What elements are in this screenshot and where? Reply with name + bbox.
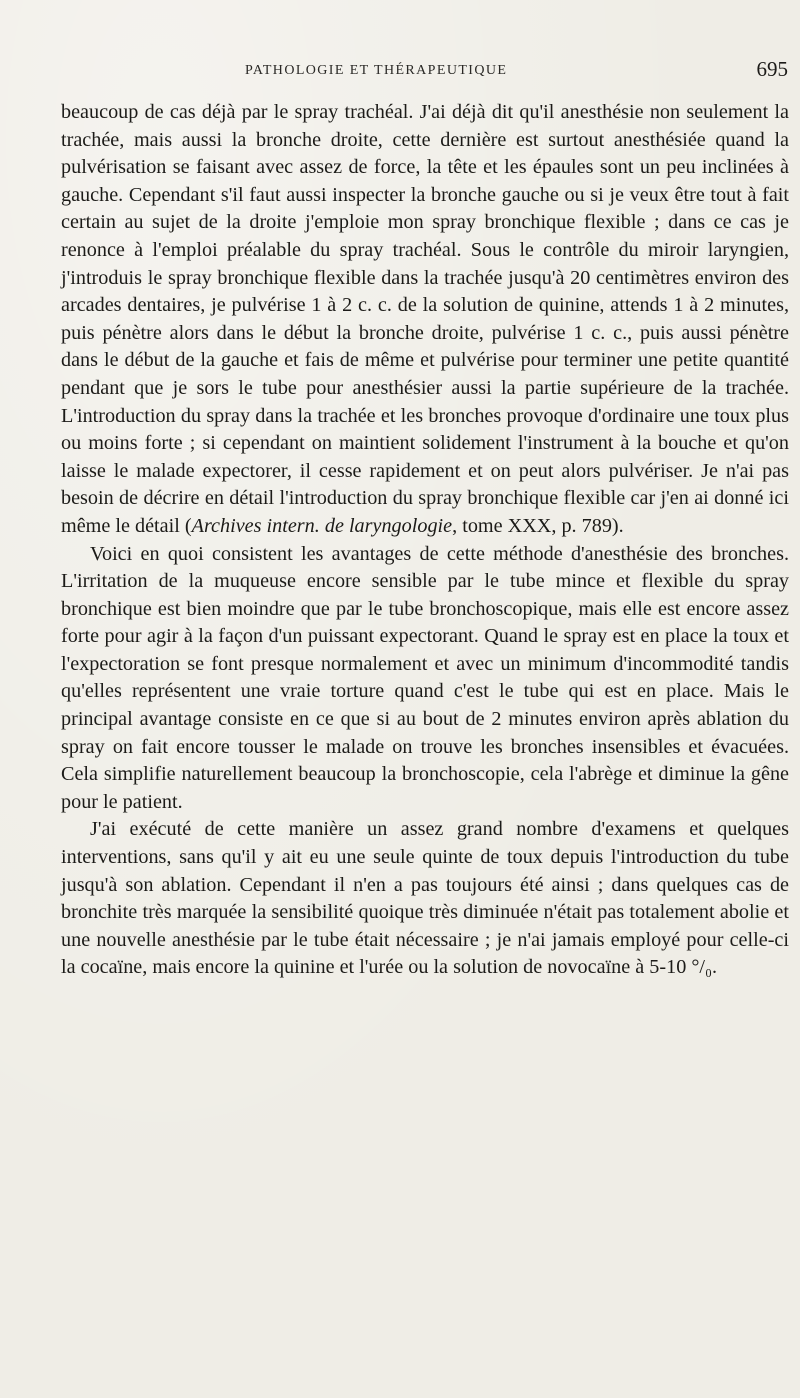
paragraph-1 xyxy=(61,99,789,541)
body-text xyxy=(61,99,789,982)
paragraph-3: J'ai exécuté de cette manière un assez grand nombre d'examens et quelques interventions, sans qu'il y ait eu une seule quinte de toux depuis l'introduction du tube jusqu'à son ablation. Cependant il n'en a pas toujours été ainsi ; dans quelques cas de bronchite très marquée la sensibilité quoique très diminuée n'était pas totalement abolie et une nouvelle anesthésie par le tube était nécessaire ; je n'ai jamais employé pour celle-ci la cocaïne, mais encore la quinine et l'urée ou la solution de novocaïne à 5-10 °/₀. xyxy=(61,818,789,979)
running-head: PATHOLOGIE ET THÉRAPEUTIQUE xyxy=(245,63,508,78)
paragraph-1-text-after: , tome XXX, p. 789). xyxy=(452,514,624,537)
page-number: 695 xyxy=(756,57,788,81)
journal-title-italic: Archives intern. de laryngologie xyxy=(191,514,453,537)
paragraph-2: Voici en quoi consistent les avantages de cette méthode d'anesthésie des bronches. L'irritation de la muqueuse encore sensible par le tube mince et flexible du spray bronchique est bien moindre que par le tube bronchoscopique, mais elle est encore assez forte pour agir à la façon d'un puissant expectorant. Quand le spray est en place la toux et l'expectoration se font presque normalement et avec un minimum d'incommodité tandis qu'elles représentent une vraie torture quand c'est le tube qui est en place. Mais le principal avantage consiste en ce que si au bout de 2 minutes environ après ablation du spray on fait encore tousser le malade on trouve les bronches insensibles et évacuées. Cela simplifie naturellement beaucoup la bronchoscopie, cela l'abrège et diminue la gêne pour le patient. xyxy=(61,542,789,813)
page-header xyxy=(60,57,788,87)
paragraph-1-text: beaucoup de cas déjà par le spray trachéal. J'ai déjà dit qu'il anesthésie non seulement la trachée, mais aussi la bronche droite, cette dernière est surtout anesthésiée quand la pulvérisation se faisant avec assez de force, la tête et les épaules sont un peu inclinées à gauche. Cependant s'il faut aussi inspecter la bronche gauche ou si je veux être tout à fait certain au sujet de la droite j'emploie mon spray bronchique flexible ; dans ce cas je renonce à l'emploi préalable du spray trachéal. Sous le contrôle du miroir laryngien, j'introduis le spray bronchique flexible dans la trachée jusqu'à 20 centimètres environ des arcades dentaires, je pulvérise 1 à 2 c. c. de la solution de quinine, attends 1 à 2 minutes, puis pénètre alors dans le début la bronche droite, pulvérise 1 c. c., puis aussi pénètre dans le début de la gauche et fais de même et pulvérise pour terminer une petite quantité pendant que je sors le tube pour anesthésier aussi la partie supérieure de la trachée. L'introduction du spray dans la trachée et les bronches provoque d'ordinaire une toux plus ou moins forte ; si cependant on maintient solidement l'instrument à la bouche et qu'on laisse le malade expectorer, il cesse rapidement et on peut alors pulvériser. Je n'ai pas besoin de décrire en détail l'introduction du spray bronchique flexible car j'en ai donné ici même le détail ( xyxy=(61,101,789,537)
